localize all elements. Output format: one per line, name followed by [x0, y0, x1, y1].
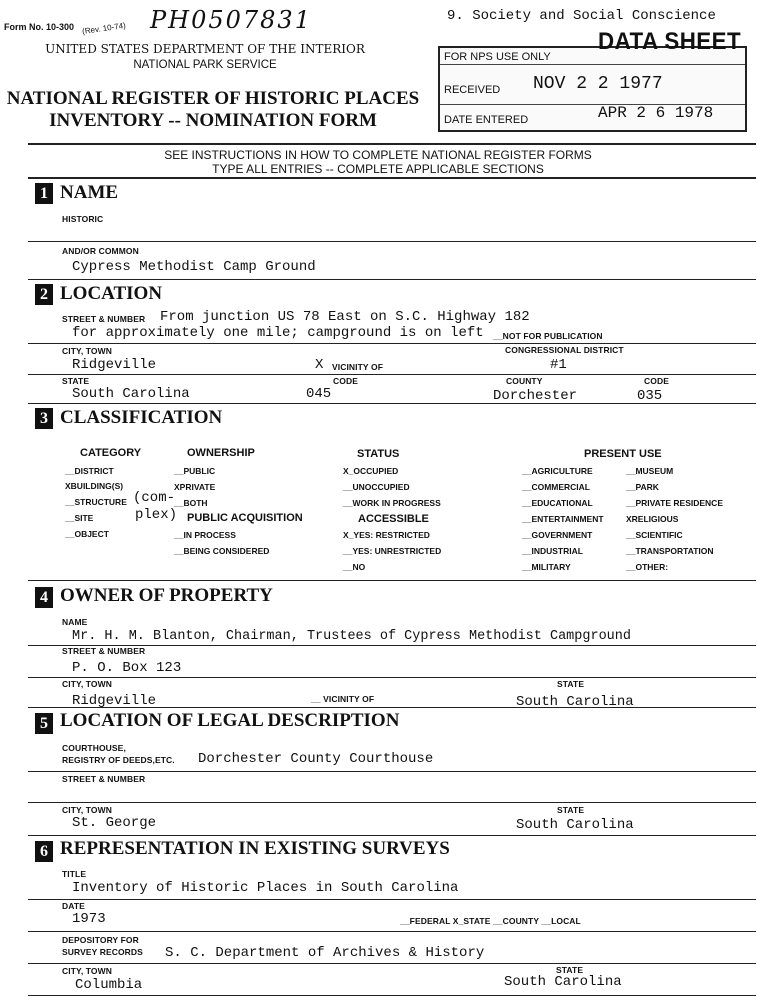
vicinity-label: VICINITY OF [332, 362, 384, 372]
acquisition-item: __IN PROCESS [174, 530, 236, 540]
nps-use-only-label: FOR NPS USE ONLY [444, 51, 551, 63]
accessible-item: X_YES: RESTRICTED [343, 530, 430, 540]
acquisition-item: __BEING CONSIDERED [174, 546, 270, 556]
location-street-line-2: for approximately one mile; campground is on left [72, 325, 484, 341]
legal-street-rule [28, 802, 756, 803]
section-2-rule [28, 403, 756, 404]
survey-title-value: Inventory of Historic Places in South Carolina [72, 880, 459, 896]
county-value: Dorchester [493, 388, 578, 404]
section-6-title: REPRESENTATION IN EXISTING SURVEYS [60, 838, 450, 859]
section-6-number: 6 [35, 841, 53, 862]
present-use-item: __PARK [626, 482, 659, 492]
survey-state-value: South Carolina [504, 974, 622, 990]
legal-city-value: St. George [72, 815, 157, 831]
form-title-line-2: INVENTORY -- NOMINATION FORM [49, 110, 377, 131]
survey-city-label: CITY, TOWN [62, 966, 112, 976]
present-use-item: __MILITARY [522, 562, 571, 572]
present-use-item: __PRIVATE RESIDENCE [626, 498, 723, 508]
data-sheet-stamp: DATA SHEET [598, 28, 742, 55]
present-use-item: __EDUCATIONAL [522, 498, 593, 508]
state-code-value: 045 [306, 386, 332, 402]
accessible-item: __YES: UNRESTRICTED [343, 546, 442, 556]
section-3-number: 3 [35, 408, 53, 429]
instructions-line-2: TYPE ALL ENTRIES -- COMPLETE APPLICABLE SECTIONS [212, 162, 544, 176]
section-1-rule [28, 279, 756, 280]
date-entered-label: DATE ENTERED [444, 114, 529, 126]
survey-date-rule [28, 931, 756, 932]
location-city-value: Ridgeville [72, 357, 157, 373]
present-use-item: __COMMERCIAL [522, 482, 591, 492]
present-use-item: __OTHER: [626, 562, 669, 572]
present-use-item: __AGRICULTURE [522, 466, 593, 476]
accessible-item: __NO [343, 562, 366, 572]
form-revision: (Rev. 10-74) [81, 20, 127, 37]
county-code-value: 035 [637, 388, 663, 404]
form-title-line-1: NATIONAL REGISTER OF HISTORIC PLACES [6, 88, 420, 109]
received-date-stamp: NOV 2 2 1977 [533, 74, 663, 94]
status-item: X_OCCUPIED [343, 466, 399, 476]
survey-date-label: DATE [62, 901, 85, 911]
depository-value: S. C. Department of Archives & History [165, 945, 485, 961]
present-use-item: __ENTERTAINMENT [522, 514, 604, 524]
theme-note: 9. Society and Social Conscience [447, 8, 716, 24]
handwritten-reference-number: PH0507831 [150, 6, 312, 34]
public-acquisition-heading: PUBLIC ACQUISITION [187, 512, 303, 524]
survey-city-value: Columbia [75, 977, 143, 993]
owner-street-rule [28, 677, 756, 678]
section-4-rule [28, 707, 756, 708]
courthouse-rule [28, 771, 756, 772]
location-street-line-1: From junction US 78 East on S.C. Highway 182 [160, 309, 530, 325]
present-use-item: XRELIGIOUS [626, 514, 679, 524]
present-use-heading: PRESENT USE [584, 448, 662, 460]
survey-title-label: TITLE [62, 869, 87, 879]
survey-state-label: STATE [556, 965, 584, 975]
section-3-title: CLASSIFICATION [60, 407, 223, 428]
section-5-rule [28, 835, 756, 836]
received-label: RECEIVED [444, 84, 501, 96]
owner-state-value: South Carolina [516, 694, 634, 710]
department-name: UNITED STATES DEPARTMENT OF THE INTERIOR [45, 42, 365, 56]
category-item: XBUILDING(S) [65, 481, 124, 491]
status-item: __UNOCCUPIED [343, 482, 410, 492]
city-rule [28, 374, 756, 375]
location-state-value: South Carolina [72, 386, 190, 402]
historic-label: HISTORIC [62, 214, 104, 224]
category-heading: CATEGORY [80, 447, 142, 459]
county-code-label: CODE [644, 376, 669, 386]
instructions-line-1: SEE INSTRUCTIONS IN HOW TO COMPLETE NATIONAL REGISTER FORMS [164, 148, 592, 162]
congressional-district-label: CONGRESSIONAL DISTRICT [505, 345, 624, 355]
present-use-item: __TRANSPORTATION [626, 546, 714, 556]
section-5-number: 5 [35, 713, 53, 734]
accessible-heading: ACCESSIBLE [358, 513, 429, 525]
category-item: __STRUCTURE [65, 497, 127, 507]
courthouse-label-2: REGISTRY OF DEEDS,ETC. [62, 755, 175, 765]
header-rule [28, 143, 756, 145]
ownership-heading: OWNERSHIP [187, 447, 255, 459]
section-1-title: NAME [60, 182, 119, 203]
section-1-number: 1 [35, 183, 53, 204]
legal-state-label: STATE [557, 805, 585, 815]
status-item: __WORK IN PROGRESS [343, 498, 441, 508]
ownership-item: XPRIVATE [174, 482, 216, 492]
category-item: __OBJECT [65, 529, 109, 539]
location-street-label: STREET & NUMBER [62, 314, 146, 324]
section-4-number: 4 [35, 587, 53, 608]
instructions-rule [28, 177, 756, 179]
owner-city-value: Ridgeville [72, 693, 157, 709]
survey-title-rule [28, 899, 756, 900]
courthouse-value: Dorchester County Courthouse [198, 751, 434, 767]
survey-date-value: 1973 [72, 911, 106, 927]
owner-name-label: NAME [62, 617, 88, 627]
owner-vicinity-label: __ VICINITY OF [311, 694, 375, 704]
section-6-rule [28, 995, 756, 996]
complex-note-line-1: (com- [133, 490, 176, 506]
present-use-item: __GOVERNMENT [522, 530, 593, 540]
nps-row-divider [440, 64, 745, 65]
survey-level-options: __FEDERAL X_STATE __COUNTY __LOCAL [400, 916, 581, 926]
present-use-item: __MUSEUM [626, 466, 674, 476]
not-for-publication-label: __NOT FOR PUBLICATION [493, 331, 603, 341]
legal-city-label: CITY, TOWN [62, 805, 112, 815]
street-rule [28, 343, 756, 344]
date-entered-stamp: APR 2 6 1978 [598, 104, 714, 122]
depository-label-2: SURVEY RECORDS [62, 947, 143, 957]
form-number: Form No. 10-300 [4, 22, 75, 32]
historic-rule [28, 241, 756, 242]
congressional-district-value: #1 [550, 357, 567, 373]
location-city-label: CITY, TOWN [62, 346, 112, 356]
category-item: __SITE [65, 513, 94, 523]
common-name-label: AND/OR COMMON [62, 246, 139, 256]
owner-name-value: Mr. H. M. Blanton, Chairman, Trustees of Cypress Methodist Campground [72, 629, 631, 644]
legal-state-value: South Carolina [516, 817, 634, 833]
legal-street-label: STREET & NUMBER [62, 774, 146, 784]
owner-city-label: CITY, TOWN [62, 679, 112, 689]
category-item: __DISTRICT [65, 466, 114, 476]
ownership-item: __PUBLIC [174, 466, 216, 476]
owner-street-label: STREET & NUMBER [62, 646, 146, 656]
nps-use-only-box [438, 46, 747, 132]
courthouse-label-1: COURTHOUSE, [62, 743, 126, 753]
section-3-rule [28, 580, 756, 581]
section-2-title: LOCATION [60, 283, 163, 304]
owner-state-label: STATE [557, 679, 585, 689]
vicinity-checkmark: X [315, 357, 324, 373]
service-name: NATIONAL PARK SERVICE [133, 59, 277, 71]
county-label: COUNTY [506, 376, 543, 386]
depository-label-1: DEPOSITORY FOR [62, 935, 139, 945]
state-code-label: CODE [333, 376, 358, 386]
present-use-item: __INDUSTRIAL [522, 546, 583, 556]
common-name-value: Cypress Methodist Camp Ground [72, 259, 316, 275]
section-2-number: 2 [35, 284, 53, 305]
complex-note-line-2: plex) [135, 507, 178, 523]
present-use-item: __SCIENTIFIC [626, 530, 683, 540]
section-5-title: LOCATION OF LEGAL DESCRIPTION [60, 710, 400, 731]
owner-street-value: P. O. Box 123 [72, 660, 182, 676]
location-state-label: STATE [62, 376, 90, 386]
section-4-title: OWNER OF PROPERTY [60, 585, 273, 606]
ownership-item: __BOTH [174, 498, 208, 508]
depository-rule [28, 963, 756, 964]
status-heading: STATUS [357, 448, 400, 460]
